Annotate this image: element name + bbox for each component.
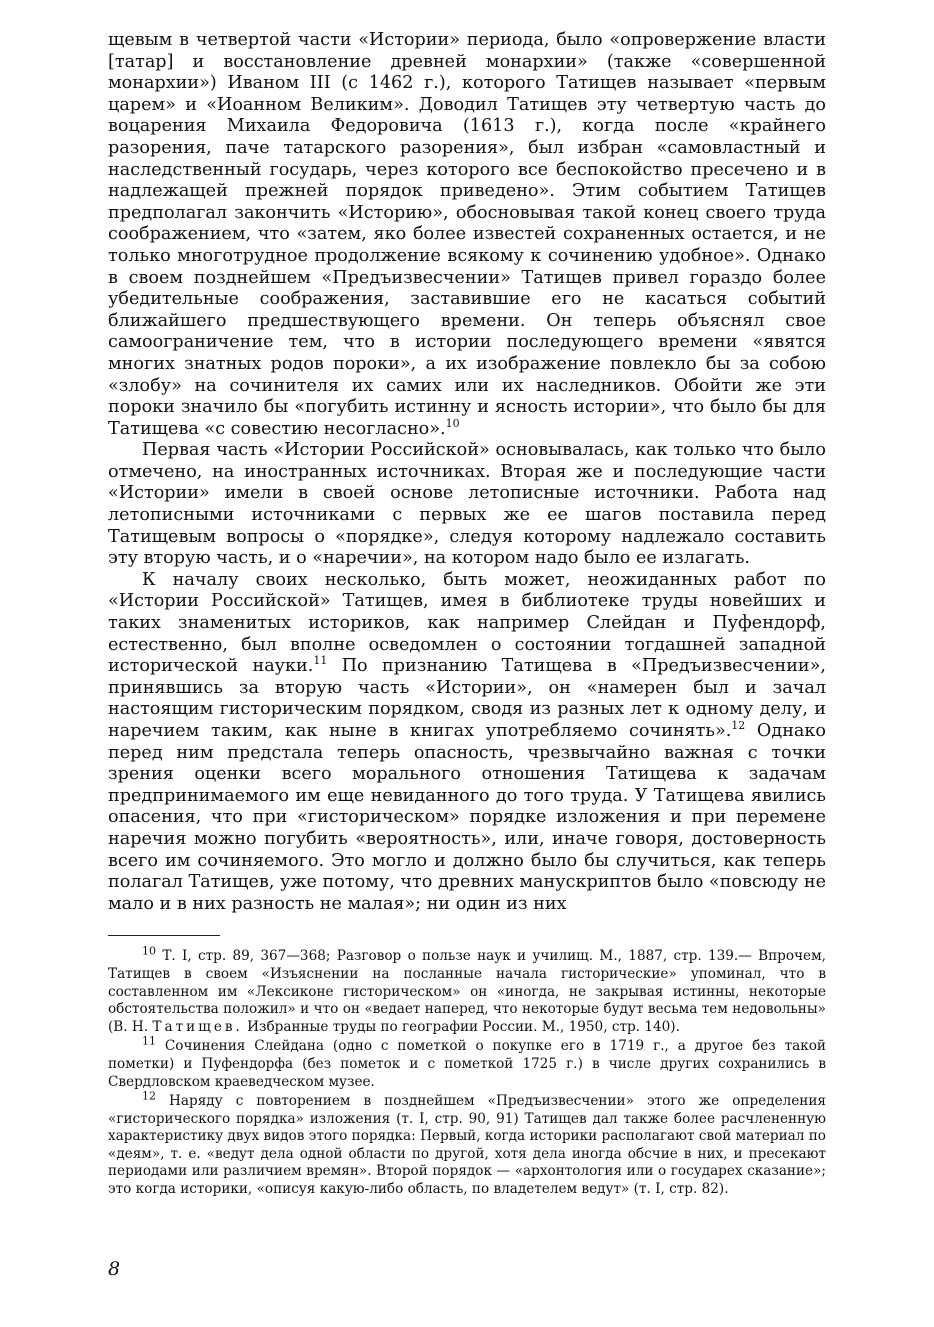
footnote-number: 12 bbox=[142, 1089, 156, 1103]
footnote-11 bbox=[108, 1034, 826, 1091]
paragraph-2 bbox=[108, 440, 826, 570]
paragraph-text: щевым в четвертой части «Истории» периода, было «опровержение власти [татар] и восстановление древней монархии» (также «совершенной монархии») Иваном III (с 1462 г.), которого Татищев называет «первым царем» и «Иоанном Великим». Доводил Татищев эту четвертую часть до воцарения Михаила Федоровича (1613 г.), когда после «крайнего разорения, паче татарского разорения», был избран «самовластный и наследственный государь, через которого все беспокойство пресечено и в надлежащей прежней порядок приведено». Этим событием Татищев предполагал закончить «Историю», обосновывая такой конец своего труда соображением, что «затем, яко более известей сохраненных остается, и не только многотрудное продолжение всякому к сочинению удобное». Однако в своем позднейшем «Предъизвесчении» Татищев привел гораздо более убедительные соображения, заставившие его не касаться событий ближайшего предшествующего времени. Он теперь объяснял свое самоограничение тем, что в истории последующего времени «явятся многих знатных родов пороки», а их изображение повлекло бы за собою «злобу» на сочинителя их самих или их наследников. Обойти же эти пороки значило бы «погубить истинну и ясность истории», что было бы для Татищева «с совестию несогласно». bbox=[108, 30, 826, 439]
paragraph-text: По признанию Татищева в «Предъизвесчении», принявшись за вторую часть «Истории», он «намерен был и зачал настоящим гисторическим порядком, сводя из разных лет к одному делу, и наречием таким, как ныне в книгах употребляемо сочинять». bbox=[108, 656, 827, 741]
footnote-text: Избранные труды по географии России. М., 1950, стр. 140). bbox=[242, 1018, 680, 1035]
footnote-divider bbox=[108, 935, 220, 936]
footnote-10 bbox=[108, 944, 826, 1036]
footnote-ref-10: 10 bbox=[445, 416, 460, 430]
footnote-text: Сочинения Слейдана (одно с пометкой о покупке его в 1719 г., а другое без такой пометки) и Пуфендорфа (без пометок и с пометкой 1725 г.) в числе других сохранились в Свердловском краеведческом музее. bbox=[108, 1038, 826, 1090]
paragraph-text: Однако перед ним предстала теперь опасность, чрезвычайно важная с точки зрения оценки всего морального отношения Татищева к задачам предпринимаемого им еще невиданного до того труда. У Татищева явились опасения, что при «гисторическом» порядке изложения и при перемене наречия можно погубить «вероятность», или, иначе говоря, достоверность всего им сочиняемого. Это могло и должно было бы случиться, как теперь полагал Татищев, уже потому, что древних манускриптов было «повсюду не мало и в них разность не малая»; ни один из них bbox=[108, 721, 827, 914]
paragraph-1 bbox=[108, 30, 826, 440]
book-page bbox=[108, 30, 826, 1320]
footnote-number: 11 bbox=[142, 1034, 156, 1048]
paragraph-text: Первая часть «Истории Российской» основывалась, как только что было отмечено, на иностранных источниках. Вторая же и последующие части «Истории» имели в своей основе летописные источники. Работа над летописными источниками с первых же ее шагов поставила перед Татищевым вопросы о «порядке», следуя которому надлежало составить эту вторую часть, и о «наречии», на котором надо было ее излагать. bbox=[108, 440, 826, 569]
footnote-12 bbox=[108, 1089, 826, 1199]
footnote-ref-12: 12 bbox=[731, 719, 746, 733]
paragraph-text: К началу своих несколько, быть может, неожиданных работ по «Истории Российской» Татищев, имея в библиотеке труды новейших и таких знаменитых историков, как например Слейдан и Пуфендорф, естественно, был вполне осведомлен о состоянии тогдашней западной исторической науки. bbox=[108, 569, 826, 677]
footnote-number: 10 bbox=[142, 944, 156, 958]
main-text bbox=[108, 30, 826, 915]
footnotes bbox=[108, 944, 826, 1198]
footnote-ref-11: 11 bbox=[313, 654, 328, 668]
page-number: 8 bbox=[108, 1258, 121, 1280]
footnote-text: Наряду с повторением в позднейшем «Предъизвесчении» этого же определения «гисторического порядка» изложения (т. I, стр. 90, 91) Татищев дал также более расчлененную характеристику двух видов этого порядка: Первый, когда историки располагают свой материал по «деям», т. е. «ведут дела одной области по другой, хотя дела иногда обсчие в них, и пресекают периодами или различием времян». Второй порядок — «архонтология или о государех сказание»; это когда историки, «описуя какую-либо область, по владетелем ведут» (т. I, стр. 82). bbox=[108, 1093, 826, 1198]
paragraph-3 bbox=[108, 570, 826, 916]
footnote-author: Татищев. bbox=[152, 1018, 243, 1035]
footnote-text: Т. I, стр. 89, 367—368; Разговор о пользе наук и училищ. М., 1887, стр. 139.— Впрочем, Татищев в своем «Изъяснении на посланные начала гисторические» упоминал, что в составленном им «Лексиконе гисторическом» он «иногда, не закрывая истинны, некоторые обстоятельства положил» и что он «ведает наперед, что некоторые будут весьма тем недовольны» (В. Н. bbox=[108, 948, 826, 1035]
